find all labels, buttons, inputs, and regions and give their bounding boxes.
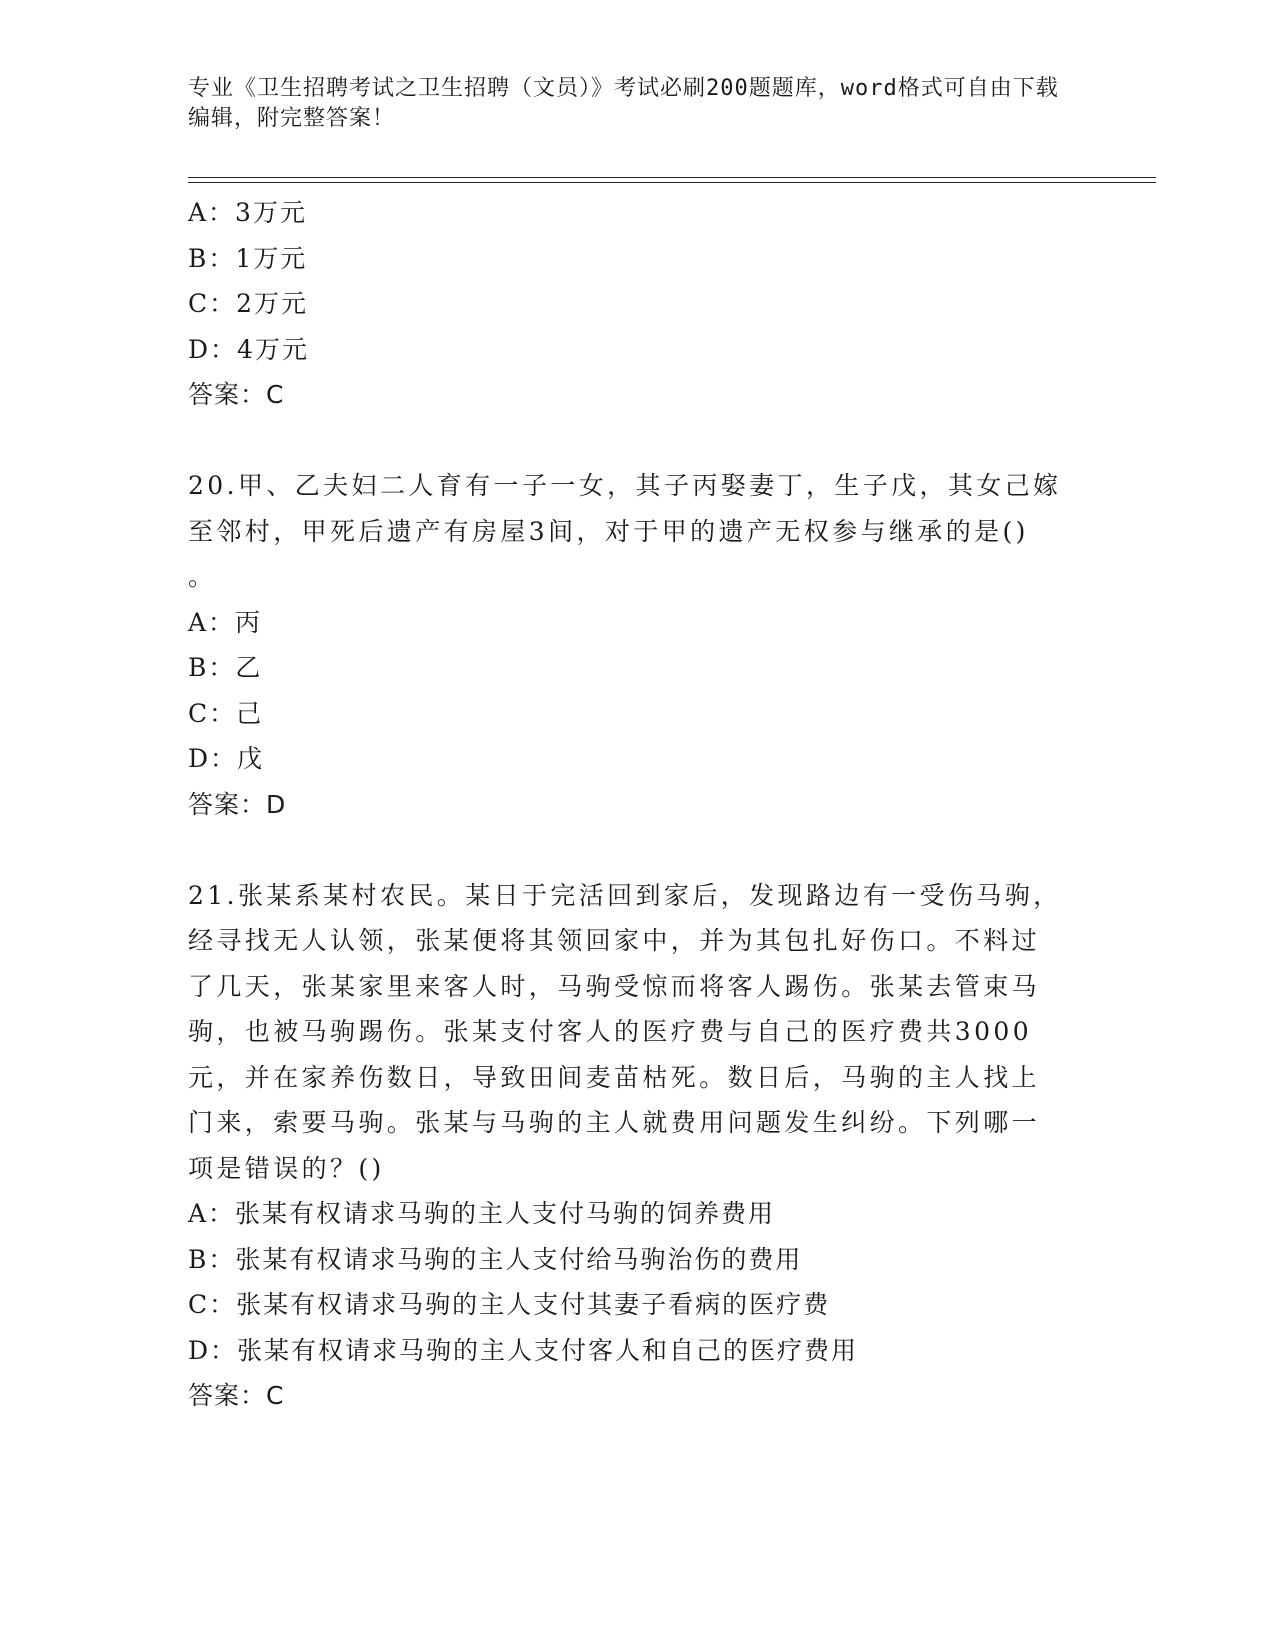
q19-answer: 答案：C (188, 380, 285, 409)
q21-option-c: C：张某有权请求马驹的主人支付其妻子看病的医疗费 (188, 1290, 831, 1319)
q20-question: 20.甲、乙夫妇二人育有一子一女，其子丙娶妻丁，生子戊，其女己嫁至邻村，甲死后遗产有房屋3间，对于甲的遗产无权参与继承的是() (188, 471, 1062, 546)
q20-option-b: B：乙 (188, 653, 263, 682)
q20-option-c: C：己 (188, 698, 264, 728)
header-rule-bottom (188, 182, 1156, 183)
q19-option-c: C：2万元 (188, 289, 309, 318)
q20-answer: 答案：D (188, 789, 287, 819)
q19-option-b: B：1万元 (188, 243, 308, 273)
q20-option-a: A：丙 (188, 607, 263, 637)
q21-option-a: A：张某有权请求马驹的主人支付马驹的饲养费用 (188, 1199, 776, 1228)
q21-option-d: D：张某有权请求马驹的主人支付客人和自己的医疗费用 (188, 1335, 859, 1365)
spacer (188, 827, 1088, 873)
document-body (188, 190, 1088, 1419)
q20-option-d: D：戊 (188, 744, 265, 773)
document-header: 专业《卫生招聘考试之卫生招聘（文员）》考试必刷200题题库，word格式可自由下载编辑，附完整答案！ (188, 76, 1059, 131)
spacer (188, 418, 1088, 464)
q21-option-b: B：张某有权请求马驹的主人支付给马驹治伤的费用 (188, 1244, 803, 1274)
q21-answer: 答案：C (188, 1381, 285, 1410)
q21-question: 21.张某系某村农民。某日于完活回到家后，发现路边有一受伤马驹，经寻找无人认领，张某便将其领回家中，并为其包扎好伤口。不料过了几天，张某家里来客人时，马驹受惊而将客人踢伤。张某去管束马驹，也被马驹踢伤。张某支付客人的医疗费与自己的医疗费共3000元，并在家养伤数日，导致田间麦苗枯死。数日后，马驹的主人找上门来，索要马驹。张某与马驹的主人就费用问题发生纠纷。下列哪一项是错误的？() (188, 880, 1062, 1183)
q19-option-a: A：3万元 (188, 198, 307, 227)
q19-option-d: D：4万元 (188, 334, 309, 364)
header-rule-top (188, 177, 1156, 178)
q20-question-tail: 。 (188, 562, 216, 591)
